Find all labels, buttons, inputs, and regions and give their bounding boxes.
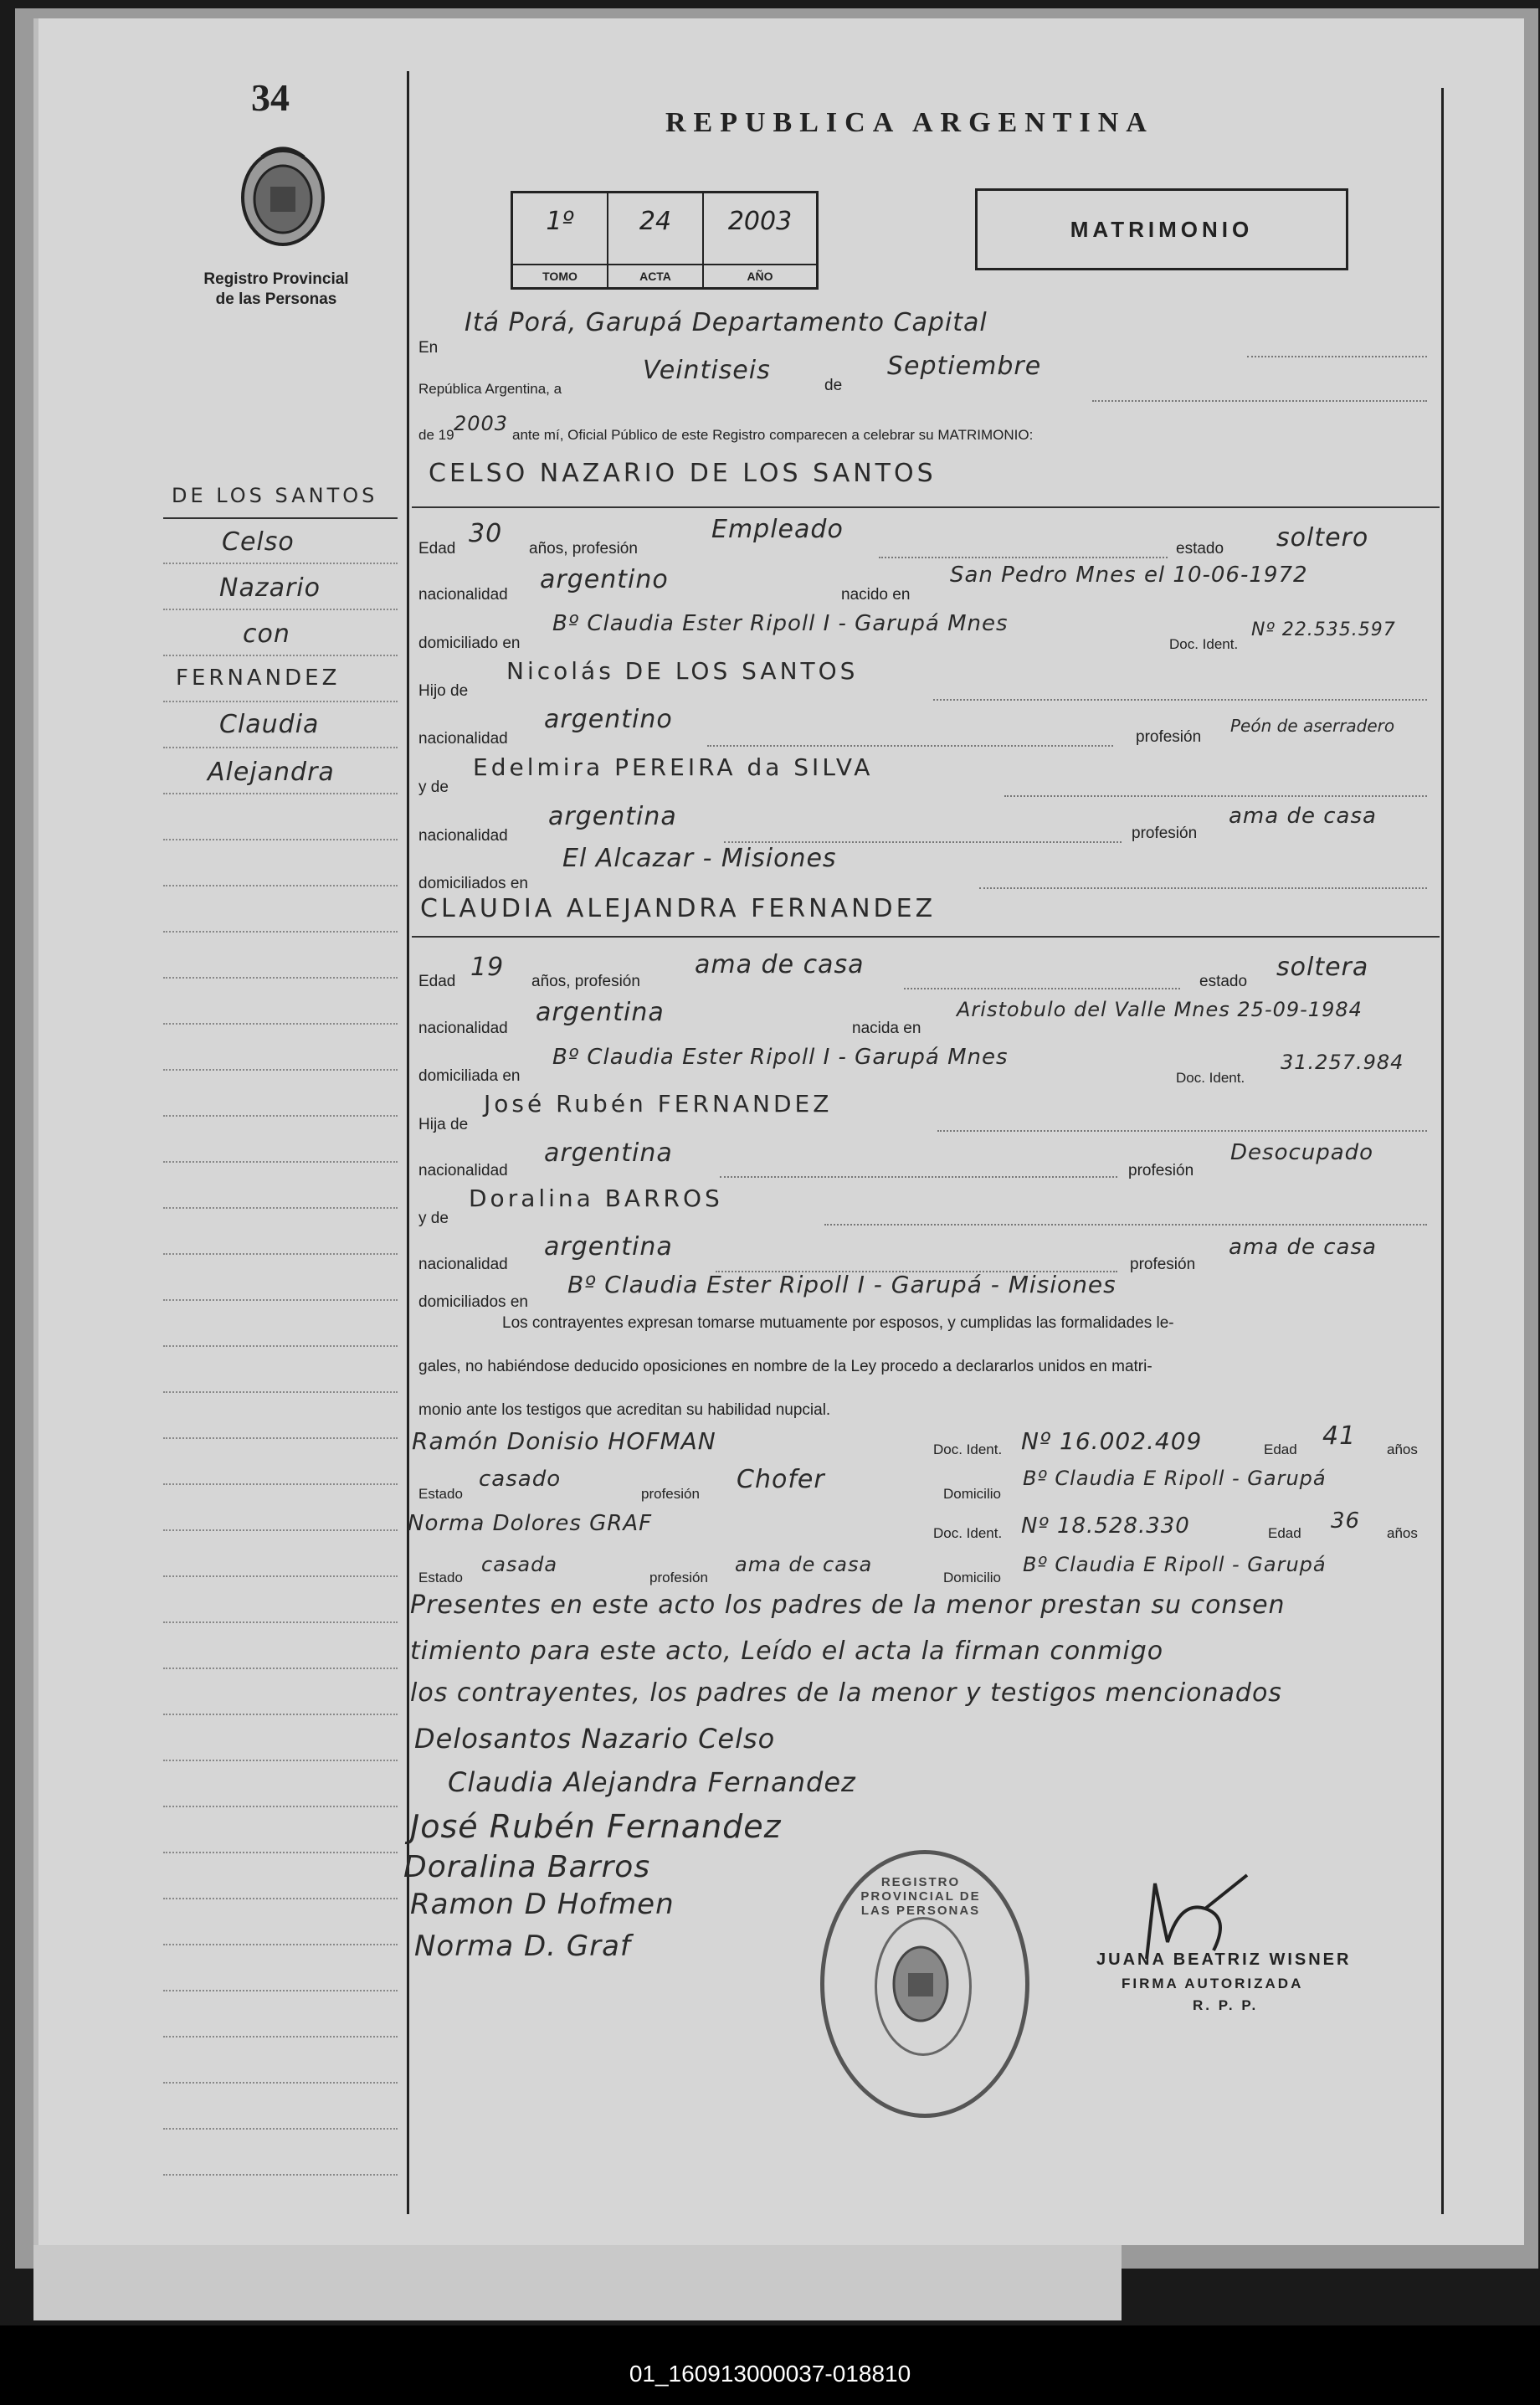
groom-mother-nat: argentina: [548, 802, 677, 831]
bride-nacida-label: nacida en: [852, 1020, 921, 1037]
bride-nationality: argentina: [536, 998, 665, 1027]
bride-mother-prof: ama de casa: [1229, 1235, 1377, 1260]
margin-rule: [163, 1345, 398, 1347]
bride-mother: Doralina BARROS: [469, 1185, 723, 1212]
margin-rule: [163, 2082, 398, 2084]
witness1-estado-label: Estado: [418, 1486, 463, 1502]
marriage-year: 2003: [454, 412, 509, 435]
bride-mother-nat: argentina: [544, 1232, 673, 1262]
groom-father-prof-label: profesión: [1136, 728, 1202, 746]
groom-domicilio-label: domiciliado en: [418, 635, 521, 652]
bride-anos-label: años, profesión: [531, 973, 640, 990]
margin-rule: [163, 1575, 398, 1577]
section-divider: [412, 506, 1440, 508]
witness2-dom-label: Domicilio: [943, 1570, 1001, 1585]
bride-father: José Rubén FERNANDEZ: [484, 1090, 833, 1118]
bride-profession: ama de casa: [695, 950, 865, 979]
bride-mother-nat-label: nacionalidad: [418, 1256, 508, 1273]
margin-line: FERNANDEZ: [176, 665, 341, 691]
groom-address: Bº Claudia Ester Ripoll I - Garupá Mnes: [552, 611, 1009, 636]
acta-label: ACTA: [608, 264, 702, 287]
margin-rule: [163, 1760, 398, 1761]
act-type-box: MATRIMONIO: [975, 188, 1348, 270]
groom-edad-label: Edad: [418, 540, 456, 558]
bride-nacionalidad-label: nacionalidad: [418, 1020, 508, 1037]
groom-parents-dom: El Alcazar - Misiones: [562, 844, 837, 873]
margin-rule: [163, 1621, 398, 1623]
margin-rule: [163, 1668, 398, 1669]
margin-rule: [163, 1990, 398, 1991]
ano-cell: [704, 193, 816, 287]
witness2-doc: Nº 18.528.330: [1021, 1513, 1190, 1539]
bride-edad-label: Edad: [418, 973, 456, 990]
en-label: En: [418, 339, 439, 357]
bride-parents-dom: Bº Claudia Ester Ripoll I - Garupá - Misiones: [567, 1271, 1116, 1298]
witness2-name: Norma Dolores GRAF: [408, 1511, 653, 1536]
groom-father: Nicolás DE LOS SANTOS: [506, 657, 859, 685]
scan-footer-code: 01_160913000037-018810: [629, 2361, 911, 2387]
groom-doc-label: Doc. Ident.: [1169, 636, 1239, 652]
margin-rule: [163, 747, 398, 748]
groom-mother: Edelmira PEREIRA da SILVA: [473, 753, 874, 781]
margin-rule: [163, 1944, 398, 1945]
groom-mother-nat-label: nacionalidad: [418, 827, 508, 845]
ano-value: 2003: [727, 207, 793, 236]
witness2-estado-label: Estado: [418, 1570, 463, 1585]
declaration-line: monio ante los testigos que acreditan su habilidad nupcial.: [418, 1401, 831, 1419]
left-column-rule: [407, 71, 409, 2214]
bride-parents-dom-label: domiciliados en: [418, 1293, 528, 1311]
bride-doc: 31.257.984: [1281, 1051, 1404, 1074]
signature-witness1: Ramon D Hofmen: [410, 1888, 675, 1921]
margin-rule: [163, 1714, 398, 1715]
margin-rule: [163, 2036, 398, 2038]
witness1-name: Ramón Donisio HOFMAN: [412, 1427, 716, 1455]
witness1-dom-label: Domicilio: [943, 1486, 1001, 1502]
right-column-rule: [1441, 88, 1444, 2214]
section-divider: [412, 936, 1440, 938]
fill-line: [979, 887, 1427, 889]
fill-line: [1092, 400, 1427, 402]
bride-y-de-label: y de: [418, 1210, 449, 1227]
margin-line: Celso: [222, 527, 295, 557]
groom-nationality: argentino: [540, 565, 669, 594]
witness2-age: 36: [1331, 1508, 1361, 1534]
witness1-age: 41: [1322, 1421, 1357, 1451]
fill-line: [879, 557, 1168, 558]
margin-rule: [163, 1023, 398, 1025]
tomo-value: 1º: [546, 207, 574, 236]
intro-statement: ante mí, Oficial Público de este Registro comparecen a celebrar su MATRIMONIO:: [512, 427, 1034, 443]
notes-line: los contrayentes, los padres de la menor y testigos mencionados: [410, 1678, 1282, 1708]
witness1-estado: casado: [479, 1467, 562, 1492]
margin-rule: [163, 977, 398, 979]
ano-label: AÑO: [704, 264, 816, 287]
bride-father-nat-label: nacionalidad: [418, 1162, 508, 1179]
bride-estado: soltera: [1276, 953, 1369, 982]
bride-age: 19: [470, 953, 505, 982]
fill-line: [904, 988, 1180, 989]
margin-rule: [163, 1852, 398, 1853]
fill-line: [720, 1176, 1117, 1178]
bride-father-prof-label: profesión: [1128, 1162, 1194, 1179]
year-prefix: de 19: [418, 427, 454, 443]
bride-father-prof: Desocupado: [1230, 1140, 1374, 1165]
margin-rule: [163, 1483, 398, 1485]
document-page: [33, 18, 1524, 2245]
page-bottom-edge: [33, 2245, 1122, 2320]
marriage-place: Itá Porá, Garupá Departamento Capital: [465, 308, 988, 337]
margin-rule: [163, 1207, 398, 1209]
fill-line: [937, 1130, 1427, 1132]
margin-line: Nazario: [219, 573, 321, 603]
fill-line: [824, 1224, 1427, 1226]
margin-line: Claudia: [219, 710, 320, 739]
groom-y-de-label: y de: [418, 779, 449, 796]
margin-rule: [163, 609, 398, 610]
witness2-edad-label: Edad: [1268, 1525, 1301, 1541]
margin-rule: [163, 1391, 398, 1393]
official-title: FIRMA AUTORIZADA: [1122, 1976, 1304, 1991]
acta-cell: [608, 193, 704, 287]
margin-rule: [163, 1529, 398, 1531]
witness2-doc-label: Doc. Ident.: [933, 1525, 1003, 1541]
declaration-line: Los contrayentes expresan tomarse mutuamente por esposos, y cumplidas las formalidades le-: [502, 1314, 1174, 1332]
notes-line: timiento para este acto, Leído el acta la firman conmigo: [410, 1637, 1164, 1666]
provincial-seal-icon: [237, 141, 329, 249]
witness1-prof-label: profesión: [641, 1486, 700, 1502]
groom-nacido-label: nacido en: [841, 586, 911, 604]
signature-witness2: Norma D. Graf: [414, 1930, 631, 1963]
margin-rule: [163, 1299, 398, 1301]
official-name: JUANA BEATRIZ WISNER: [1096, 1950, 1352, 1969]
bride-father-nat: argentina: [544, 1138, 673, 1168]
marriage-day: Veintiseis: [643, 356, 771, 385]
fill-line: [724, 841, 1122, 843]
witness1-profession: Chofer: [737, 1465, 825, 1494]
margin-line: Alejandra: [208, 758, 335, 787]
margin-rule: [163, 793, 398, 794]
groom-parents-dom-label: domiciliados en: [418, 875, 528, 892]
margin-rule: [163, 1161, 398, 1163]
margin-rule: [163, 1069, 398, 1071]
groom-profession: Empleado: [711, 515, 844, 544]
signature-bride-mother: Doralina Barros: [403, 1850, 651, 1884]
document-title: REPUBLICA ARGENTINA: [665, 107, 1154, 138]
groom-mother-prof: ama de casa: [1229, 804, 1377, 829]
registry-label: Registro Provincial de las Personas: [203, 270, 349, 308]
groom-anos-label: años, profesión: [529, 540, 638, 558]
groom-father-nat-label: nacionalidad: [418, 730, 508, 748]
witness2-estado: casada: [481, 1553, 558, 1576]
witness2-address: Bº Claudia E Ripoll - Garupá: [1023, 1553, 1327, 1576]
witness1-doc: Nº 16.002.409: [1021, 1427, 1203, 1455]
groom-father-prof: Peón de aserradero: [1230, 716, 1395, 736]
witness1-address: Bº Claudia E Ripoll - Garupá: [1023, 1467, 1327, 1490]
fill-line: [1247, 356, 1427, 357]
declaration-line: gales, no habiéndose deducido oposiciones en nombre de la Ley procedo a declararlos unidos en matri-: [418, 1358, 1152, 1375]
margin-rule: [163, 2174, 398, 2176]
margin-rule: [163, 701, 398, 702]
fill-line: [1004, 795, 1427, 797]
witness1-doc-label: Doc. Ident.: [933, 1441, 1003, 1457]
witness2-anos-label: años: [1387, 1525, 1418, 1541]
groom-name: CELSO NAZARIO DE LOS SANTOS: [429, 459, 937, 488]
tomo-label: TOMO: [513, 264, 607, 287]
margin-rule: [163, 655, 398, 656]
act-number-box: [511, 191, 819, 290]
marriage-month: Septiembre: [887, 352, 1042, 381]
fill-line: [933, 699, 1427, 701]
signature-bride-father: José Rubén Fernandez: [410, 1808, 782, 1845]
margin-rule: [163, 517, 398, 519]
margin-rule: [163, 1253, 398, 1255]
margin-rule: [163, 1115, 398, 1117]
margin-rule: [163, 1898, 398, 1899]
bride-hija-label: Hija de: [418, 1116, 469, 1133]
notes-line: Presentes en este acto los padres de la menor prestan su consen: [410, 1590, 1286, 1620]
signature-groom: Delosantos Nazario Celso: [414, 1723, 776, 1755]
margin-rule: [163, 839, 398, 840]
bride-estado-label: estado: [1199, 973, 1248, 990]
margin-rule: [163, 1437, 398, 1439]
page-number: 34: [251, 76, 290, 119]
groom-estado: soltero: [1276, 523, 1369, 552]
margin-line: con: [243, 619, 290, 649]
groom-doc: Nº 22.535.597: [1251, 619, 1396, 640]
bride-doc-label: Doc. Ident.: [1176, 1070, 1245, 1086]
acta-value: 24: [639, 207, 672, 236]
groom-father-nat: argentino: [544, 705, 673, 734]
de-label: de: [824, 377, 843, 394]
bride-domicilio-label: domiciliada en: [418, 1067, 521, 1085]
bride-name: CLAUDIA ALEJANDRA FERNANDEZ: [420, 894, 937, 923]
groom-nacionalidad-label: nacionalidad: [418, 586, 508, 604]
signature-bride: Claudia Alejandra Fernandez: [448, 1766, 856, 1798]
margin-rule: [163, 885, 398, 886]
witness1-anos-label: años: [1387, 1441, 1418, 1457]
stamp-emblem-icon: [887, 1938, 954, 2030]
groom-estado-label: estado: [1176, 540, 1224, 558]
stamp-text: REGISTRO PROVINCIAL DE LAS PERSONAS: [860, 1875, 981, 1918]
bride-address: Bº Claudia Ester Ripoll I - Garupá Mnes: [552, 1045, 1009, 1070]
groom-mother-prof-label: profesión: [1132, 825, 1198, 842]
groom-hijo-label: Hijo de: [418, 682, 469, 700]
official-office: R. P. P.: [1193, 1997, 1259, 2013]
margin-rule: [163, 563, 398, 564]
groom-birth: San Pedro Mnes el 10-06-1972: [950, 563, 1308, 588]
tomo-cell: [513, 193, 608, 287]
republic-label: República Argentina, a: [418, 381, 562, 397]
witness2-prof-label: profesión: [649, 1570, 708, 1585]
groom-age: 30: [469, 519, 503, 548]
fill-line: [707, 745, 1113, 747]
bride-mother-prof-label: profesión: [1130, 1256, 1196, 1273]
margin-surname: DE LOS SANTOS: [172, 484, 378, 507]
margin-rule: [163, 931, 398, 933]
margin-rule: [163, 2128, 398, 2130]
margin-rule: [163, 1806, 398, 1807]
bride-birth: Aristobulo del Valle Mnes 25-09-1984: [957, 998, 1363, 1021]
witness1-edad-label: Edad: [1264, 1441, 1297, 1457]
witness2-profession: ama de casa: [735, 1553, 873, 1576]
